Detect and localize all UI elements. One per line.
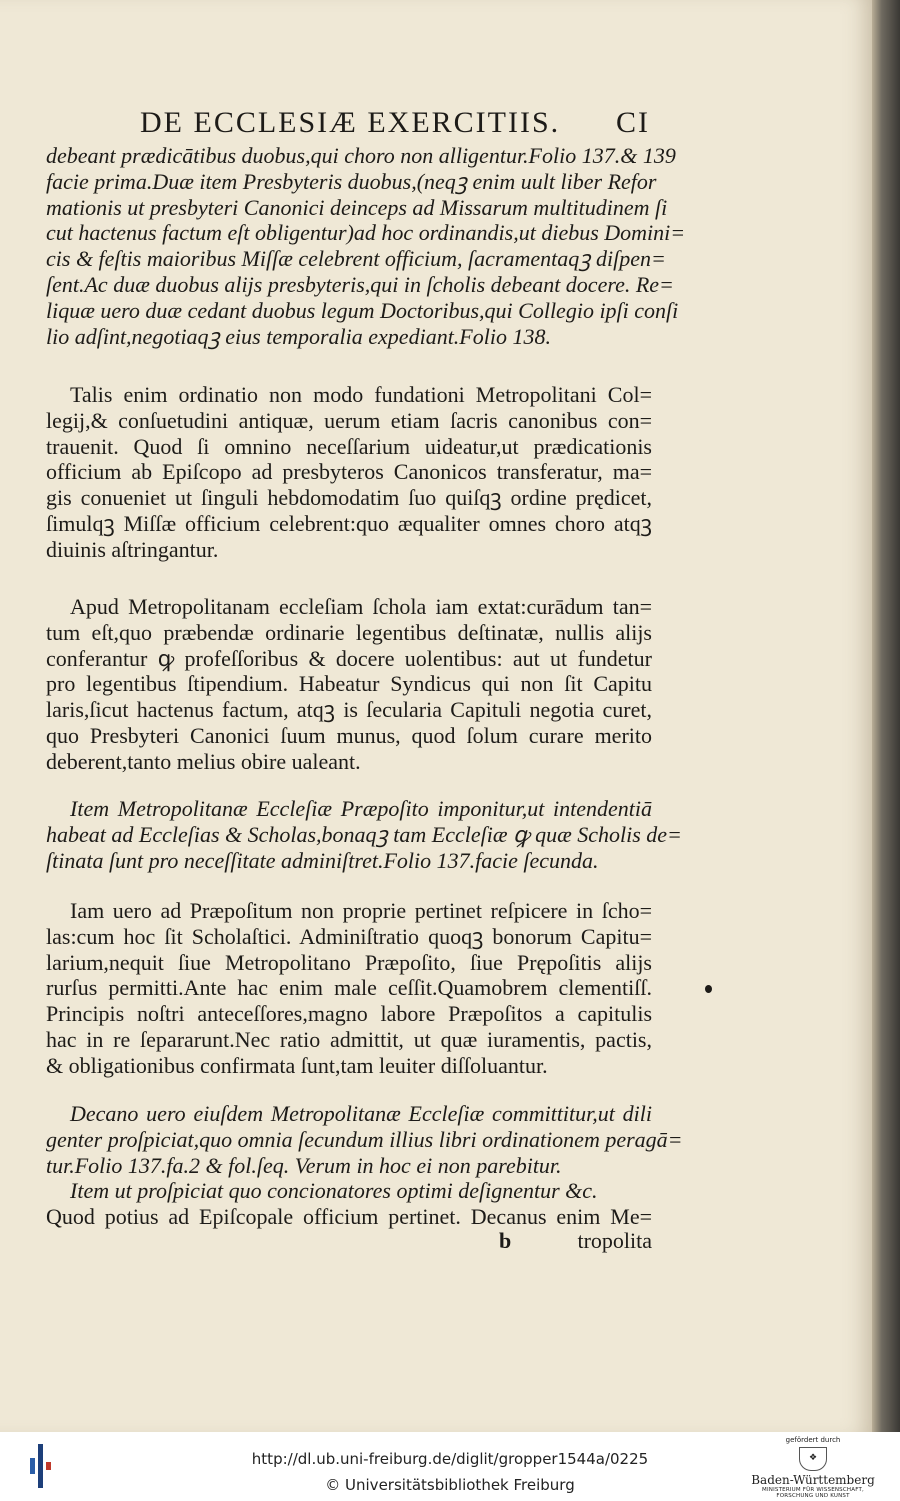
text-line: conferantur ꝙ profeſſoribus & docere uolentibus: aut ut fundetur bbox=[46, 645, 652, 671]
text-line: & obligationibus confirmata ſunt,tam leuiter diſſoluantur. bbox=[46, 1052, 548, 1078]
header-title: DE ECCLESIÆ EXERCITIIS. bbox=[140, 106, 561, 139]
paragraph-5 bbox=[46, 898, 652, 1079]
text-line: laris,ſicut hactenus factum, atqꝫ is ſecularia Capituli negotia curet, bbox=[46, 697, 652, 723]
viewer-footer bbox=[0, 1432, 900, 1501]
paragraph-1 bbox=[46, 143, 686, 349]
text-line: hac in re ſepararunt.Nec ratio admittit, ut quæ iuramentis, pactis, bbox=[46, 1026, 652, 1052]
paragraph-3 bbox=[46, 594, 652, 775]
text-line: tur.Folio 137.fa.2 & fol.ſeq. Verum in hoc ei non parebitur. bbox=[46, 1152, 562, 1178]
permalink-url[interactable]: http://dl.ub.uni-freiburg.de/diglit/gropper1544a/0225 bbox=[251, 1450, 649, 1468]
sponsor-logo bbox=[748, 1436, 878, 1499]
text-line: Apud Metropolitanam eccleſiam ſchola iam extat:curādum tan= bbox=[70, 594, 652, 619]
text-line: Iam uero ad Præpoſitum non proprie pertinet reſpicere in ſcho= bbox=[70, 898, 652, 923]
text-line: officium ab Epiſcopo ad presbyteros Canonicos transferatur, ma= bbox=[46, 459, 652, 485]
text-line: habeat ad Eccleſias & Scholas,bonaqꝫ tam Eccleſiæ ꝙ quæ Scholis de= bbox=[46, 821, 682, 847]
copyright-notice: © Universitätsbibliothek Freiburg bbox=[325, 1476, 575, 1494]
text-line: cis & feſtis maioribus Miſſæ celebrent officium, ſacramentaqꝫ diſpen= bbox=[46, 246, 666, 272]
text-line: pro legentibus ſtipendium. Habeatur Syndicus qui non ſit Capitu bbox=[46, 671, 652, 697]
text-line: debeant prædicātibus duobus,qui choro non alligentur.Folio 137.& 139 bbox=[46, 143, 676, 168]
state-crest-icon: ❖ bbox=[799, 1447, 827, 1471]
sponsor-label: gefördert durch bbox=[785, 1436, 841, 1444]
text-line: Principis noſtri anteceſſores,magno labore Præpoſitos a capitulis bbox=[46, 1001, 652, 1027]
text-line: Talis enim ordinatio non modo fundationi Metropolitani Col= bbox=[70, 382, 652, 407]
text-line: ſent.Ac duæ duobus alijs presbyteris,qui in ſcholis debeant docere. Re= bbox=[46, 271, 674, 297]
ink-spot bbox=[705, 985, 712, 993]
text-line: mationis ut presbyteri Canonici deinceps ad Missarum multitudinem ſi bbox=[46, 194, 668, 220]
paragraph-4 bbox=[46, 796, 682, 873]
text-line: larium,nequit ſiue Metropolitano Præpoſito, ſiue Prępoſitis alijs bbox=[46, 949, 652, 975]
text-line: Item Metropolitanæ Eccleſiæ Præpoſito imponitur,ut intendentiā bbox=[70, 796, 652, 821]
text-line: Decano uero eiuſdem Metropolitanæ Eccleſiæ committitur,ut dili bbox=[70, 1101, 652, 1126]
paragraph-2 bbox=[46, 382, 652, 563]
text-line: lio adſint,negotiaqꝫ eius temporalia expediant.Folio 138. bbox=[46, 323, 551, 349]
folio-number: CI bbox=[616, 106, 650, 139]
sponsor-ministry: MINISTERIUM FÜR WISSENSCHAFT, FORSCHUNG UND KUNST bbox=[762, 1487, 864, 1499]
text-line: liquæ uero duæ cedant duobus legum Doctoribus,qui Collegio ipſi conſi bbox=[46, 297, 679, 323]
catchword: tropolita bbox=[577, 1228, 652, 1253]
text-line: Quod potius ad Epiſcopale officium pertinet. Decanus enim Me= bbox=[46, 1204, 652, 1230]
text-line: facie prima.Duæ item Presbyteris duobus,(neqꝫ enim uult liber Refor bbox=[46, 168, 657, 194]
text-line: diuinis aſtringantur. bbox=[46, 536, 219, 562]
text-line: Item ut proſpiciat quo concionatores optimi deſignentur &c. bbox=[70, 1178, 598, 1204]
text-line: quo Presbyteri Canonici ſuum munus, quod ſolum curare merito bbox=[46, 722, 652, 748]
text-line: tum eſt,quo præbendæ ordinarie legentibus deſtinatæ, nullis alijs bbox=[46, 619, 652, 645]
text-line: ſimulqꝫ Miſſæ officium celebrent:quo æqualiter omnes choro atqꝫ bbox=[46, 510, 652, 536]
text-line: legij,& conſuetudini antiquæ, uerum etiam ſacris canonibus con= bbox=[46, 407, 652, 433]
text-line: cut hactenus factum eſt obligentur)ad hoc ordinandis,ut diebus Domini= bbox=[46, 220, 686, 246]
paragraph-6 bbox=[46, 1101, 683, 1230]
page-edge-shadow bbox=[872, 0, 900, 1432]
text-line: las:cum hoc ſit Scholaſtici. Adminiſtratio quoqꝫ bonorum Capitu= bbox=[46, 923, 652, 949]
running-header bbox=[140, 106, 650, 140]
catchline bbox=[0, 1228, 652, 1256]
text-line: rurſus permitti.Ante hac enim male ceſſit.Quamobrem clementiſſ. bbox=[46, 975, 652, 1001]
text-line: genter proſpiciat,quo omnia ſecundum illius libri ordinationem peragā= bbox=[46, 1126, 683, 1152]
text-line: deberent,tanto melius obire ualeant. bbox=[46, 748, 361, 774]
text-line: gis conueniet ut ſinguli hebdomodatim ſuo quiſqꝫ ordine prędicet, bbox=[46, 485, 652, 511]
sponsor-state: Baden-Württemberg bbox=[751, 1473, 875, 1487]
signature-mark: b bbox=[499, 1228, 512, 1253]
text-line: trauenit. Quod ſi omnino neceſſarium uideatur,ut prædicationis bbox=[46, 433, 652, 459]
text-line: ſtinata ſunt pro neceſſitate adminiſtret.Folio 137.facie ſecunda. bbox=[46, 847, 599, 873]
